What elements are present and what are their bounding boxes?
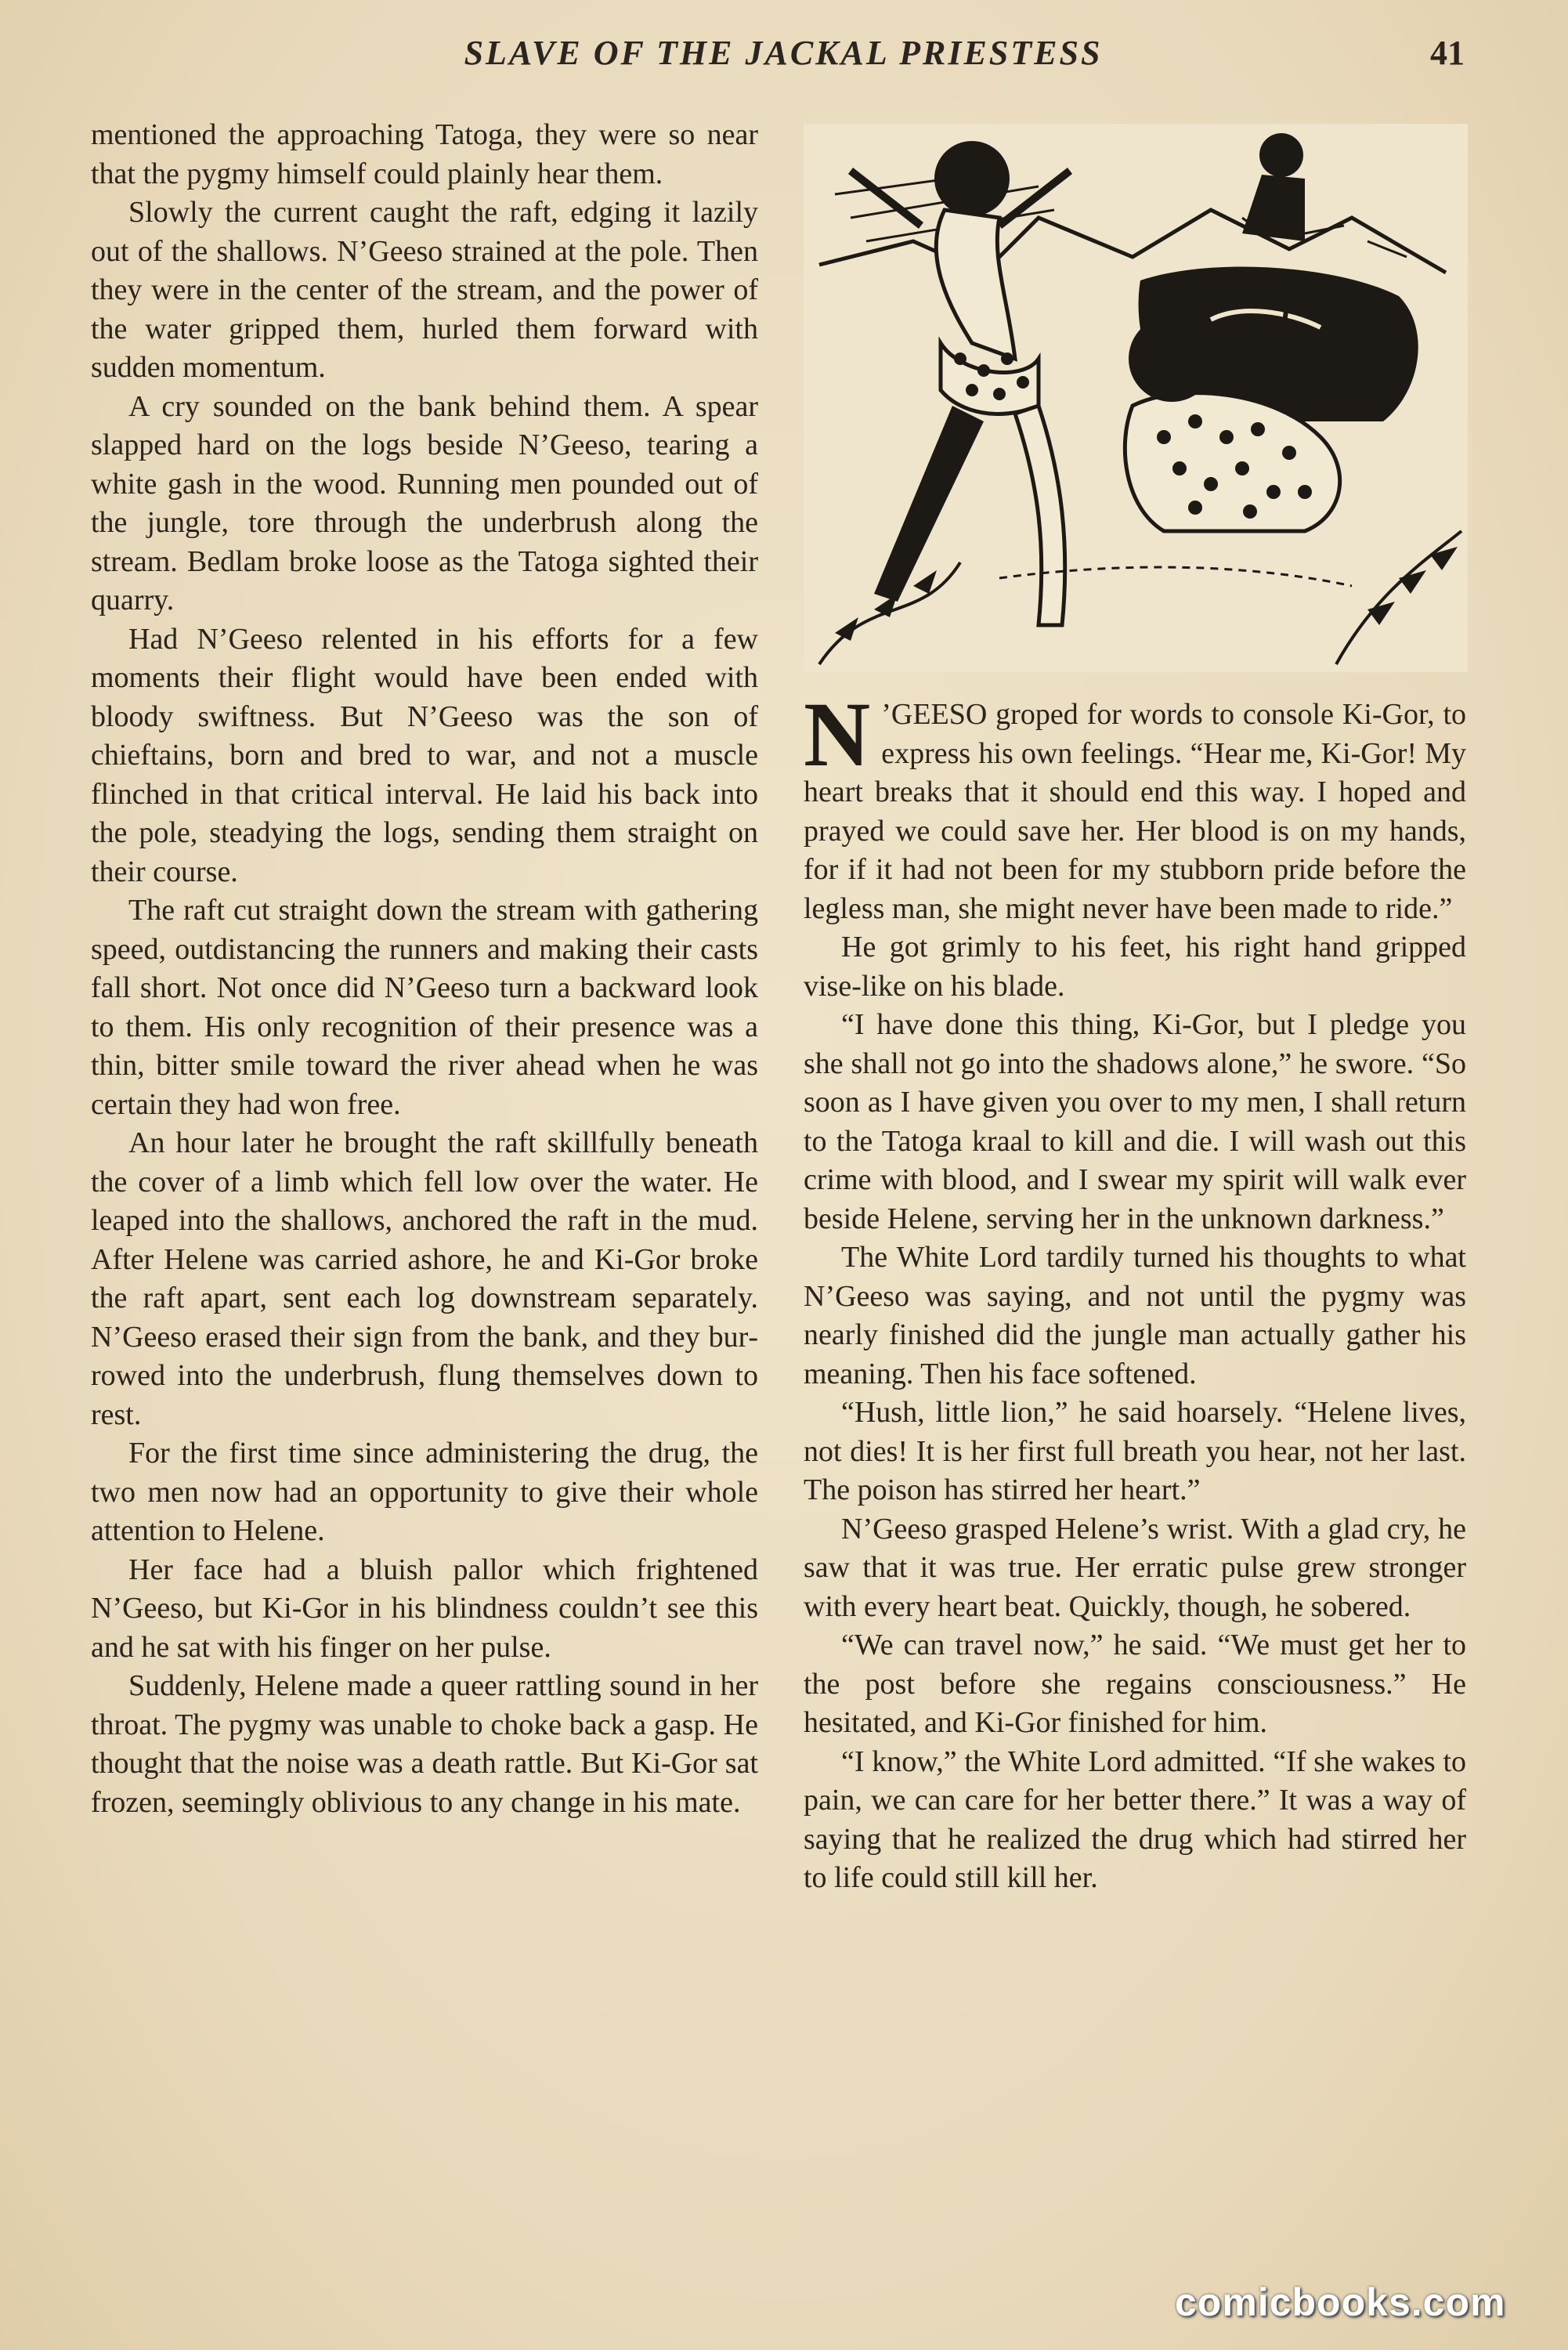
- watermark: comicbooks.com: [1175, 2280, 1506, 2324]
- right-text-column: [804, 683, 1466, 1898]
- paragraph: mentioned the approaching Tatoga, they were so near that the pygmy himself could plainly hear them.: [91, 118, 758, 190]
- paragraph: He got grimly to his feet, his right hand gripped vise-like on his blade.: [804, 931, 1466, 1003]
- paragraph: N’Geeso grasped Helene’s wrist. With a glad cry, he saw that it was true. Her erratic pulse grew stronger with every heart beat. Quickly, though, he sobered.: [804, 1512, 1466, 1623]
- dropcap-paragraph: [804, 683, 1466, 928]
- paragraph: The White Lord tardily turned his thoughts to what N’Geeso was saying, and not until the pygmy was nearly finished did the jungle man actually gather his meaning. Then his face softened.: [804, 1241, 1466, 1390]
- paragraph: Suddenly, Helene made a queer rattling sound in her throat. The pygmy was unable to choke back a gasp. He thought that the noise was a death rattle. But Ki-Gor sat frozen, seemingly oblivious to any change in his mate.: [91, 1669, 758, 1819]
- paragraph: An hour later he brought the raft skillfully beneath the cover of a limb which fell low over the water. He leaped into the shallows, anchored the raft in the mud. After Helene was carried ashore, he and Ki-Gor broke the raft apart, sent each log downstream separately. N’Geeso erased their sign from the bank, and they burrowed into the underbrush, flung themselves down to rest.: [91, 1126, 758, 1431]
- paragraph: Slowly the current caught the raft, edging it lazily out of the shallows. N’Geeso strained at the pole. Then they were in the center of the stream, and the power of the water gripped them, hurled them forward with sudden momentum.: [91, 196, 758, 384]
- paragraph: “We can travel now,” he said. “We must get her to the post before she regains consciousness.” He hesitated, and Ki-Gor finished for him.: [804, 1629, 1466, 1739]
- paragraph: Her face had a bluish pallor which frightened N’Geeso, but Ki-Gor in his blindness couldn’t see this and he sat with his finger on her pulse.: [91, 1553, 758, 1664]
- left-text-column: [91, 116, 758, 1822]
- paragraph-text: ’GEESO groped for words to console Ki-Gor, to express his own feelings. “Hear me, Ki-Gor! My heart breaks that it should end this way. I hoped and prayed we could save her. Her blood is on my hands, for if it had not been for my stubborn pride before the legless man, she might never have been made to ride.”: [804, 698, 1466, 925]
- running-title: SLAVE OF THE JACKAL PRIESTESS: [464, 34, 1103, 72]
- paragraph: “Hush, little lion,” he said hoarsely. “Helene lives, not dies! It is her first full breath you hear, not her last. The poison has stirred her heart.”: [804, 1396, 1466, 1506]
- paragraph: Had N’Geeso relented in his efforts for a few moments their flight would have been ended with bloody swiftness. But N’Geeso was the son of chieftains, born and bred to war, and not a muscle flinched in that critical interval. He laid his back into the pole, steadying the logs, sending them straight on their course.: [91, 622, 758, 888]
- jungle-illustration: [804, 124, 1468, 672]
- paragraph: The raft cut straight down the stream with gathering speed, outdistancing the runners and making their casts fall short. Not once did N’Geeso turn a backward look to them. His only recognition of their presence was a thin, bitter smile toward the river ahead when he was certain they had won free.: [91, 894, 758, 1121]
- drop-cap: N: [804, 683, 871, 786]
- page-number: 41: [1430, 34, 1465, 72]
- paragraph: “I know,” the White Lord admitted. “If she wakes to pain, we can care for her better there.” It was a way of saying that he realized the drug which had stirred her to life could still kill her.: [804, 1744, 1466, 1894]
- paragraph: “I have done this thing, Ki-Gor, but I pledge you she shall not go into the shadows alone,” he swore. “So soon as I have given you over to my men, I shall return to the Tatoga kraal to kill and die. I will wash out this crime with blood, and I swear my spirit will walk ever beside Helene, serving her in the unknown darkness.”: [804, 1008, 1466, 1235]
- paragraph: A cry sounded on the bank behind them. A spear slapped hard on the logs beside N’Geeso, tearing a white gash in the wood. Running men pounded out of the jungle, tore through the underbrush along the stream. Bedlam broke loose as the Tatoga sighted their quarry.: [91, 389, 758, 616]
- paragraph: For the first time since administering the drug, the two men now had an opportunity to give their whole attention to Helene.: [91, 1437, 758, 1547]
- page-header: [86, 33, 1480, 88]
